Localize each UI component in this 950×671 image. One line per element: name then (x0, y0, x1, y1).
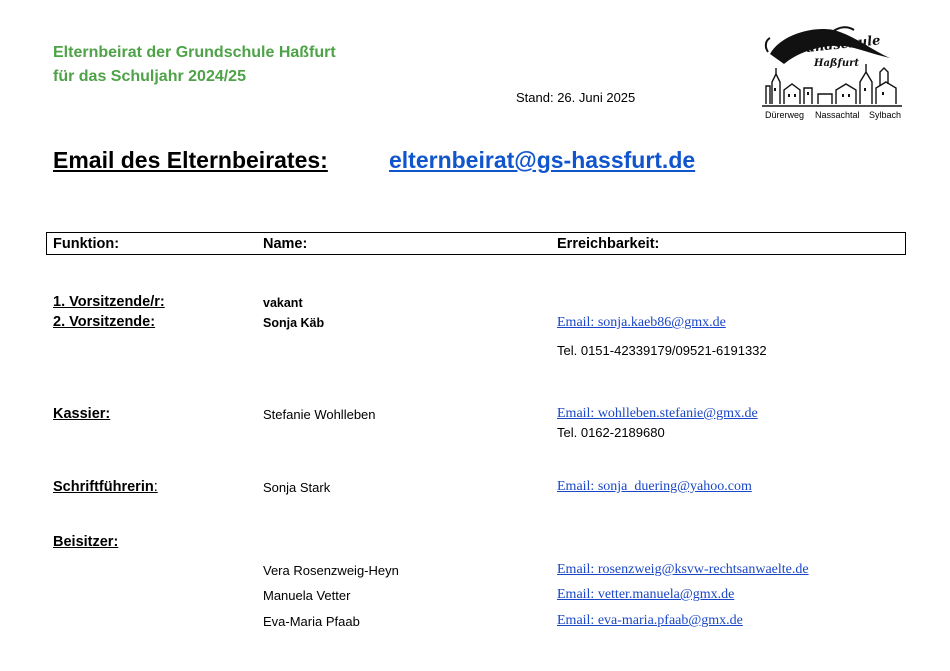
role-chair2: 2. Vorsitzende: (53, 314, 156, 330)
name-secretary: Sonja Stark (263, 480, 331, 495)
role-secretary-label: Schriftführerin (53, 479, 154, 495)
logo-location-3: Sylbach (869, 110, 902, 120)
name-assessor-2: Manuela Vetter (263, 588, 351, 603)
name-chair2: Sonja Käb (263, 316, 325, 330)
header-funktion: Funktion: (53, 236, 120, 252)
email-assessor-2-link[interactable]: Email: vetter.manuela@gmx.de (557, 587, 735, 602)
email-chair2-link[interactable]: Email: sonja.kaeb86@gmx.de (557, 315, 726, 330)
name-assessor-1: Vera Rosenzweig-Heyn (263, 563, 399, 578)
date-stamp: Stand: 26. Juni 2025 (516, 90, 636, 105)
school-logo (762, 24, 902, 120)
logo-text-top: Grundschule (786, 33, 882, 58)
logo-text-bottom: Haßfurt (814, 58, 859, 69)
role-assessors: Beisitzer: (53, 534, 119, 550)
logo-location-1: Dürerweg (765, 110, 805, 120)
role-secretary (53, 479, 158, 495)
school-logo-graphic (762, 24, 902, 120)
org-title-line1: Elternbeirat der Grundschule Haßfurt (53, 44, 336, 61)
email-assessor-3-link[interactable]: Email: eva-maria.pfaab@gmx.de (557, 613, 743, 628)
contact-label: Email des Elternbeirates: (53, 147, 328, 173)
tel-treasurer: Tel. 0162-2189680 (557, 425, 665, 440)
email-secretary-link[interactable]: Email: sonja_duering@yahoo.com (557, 479, 752, 494)
email-treasurer-link[interactable]: Email: wohlleben.stefanie@gmx.de (557, 406, 758, 421)
header-erreichbarkeit: Erreichbarkeit: (557, 236, 660, 252)
logo-location-2: Nassachtal (815, 110, 860, 120)
table-header-box (46, 232, 906, 255)
role-secretary-colon: : (153, 479, 158, 495)
name-chair1: vakant (263, 296, 303, 310)
tel-chair2: Tel. 0151-42339179/09521-6191332 (557, 343, 767, 358)
contact-email-link[interactable]: elternbeirat@gs-hassfurt.de (389, 147, 696, 173)
header-name: Name: (263, 236, 308, 252)
email-assessor-1-link[interactable]: Email: rosenzweig@ksvw-rechtsanwaelte.de (557, 562, 809, 577)
role-treasurer: Kassier: (53, 406, 111, 422)
name-assessor-3: Eva-Maria Pfaab (263, 614, 360, 629)
org-title-line2: für das Schuljahr 2024/25 (53, 68, 246, 85)
role-chair1: 1. Vorsitzende/r: (53, 294, 165, 310)
name-treasurer: Stefanie Wohlleben (263, 407, 376, 422)
